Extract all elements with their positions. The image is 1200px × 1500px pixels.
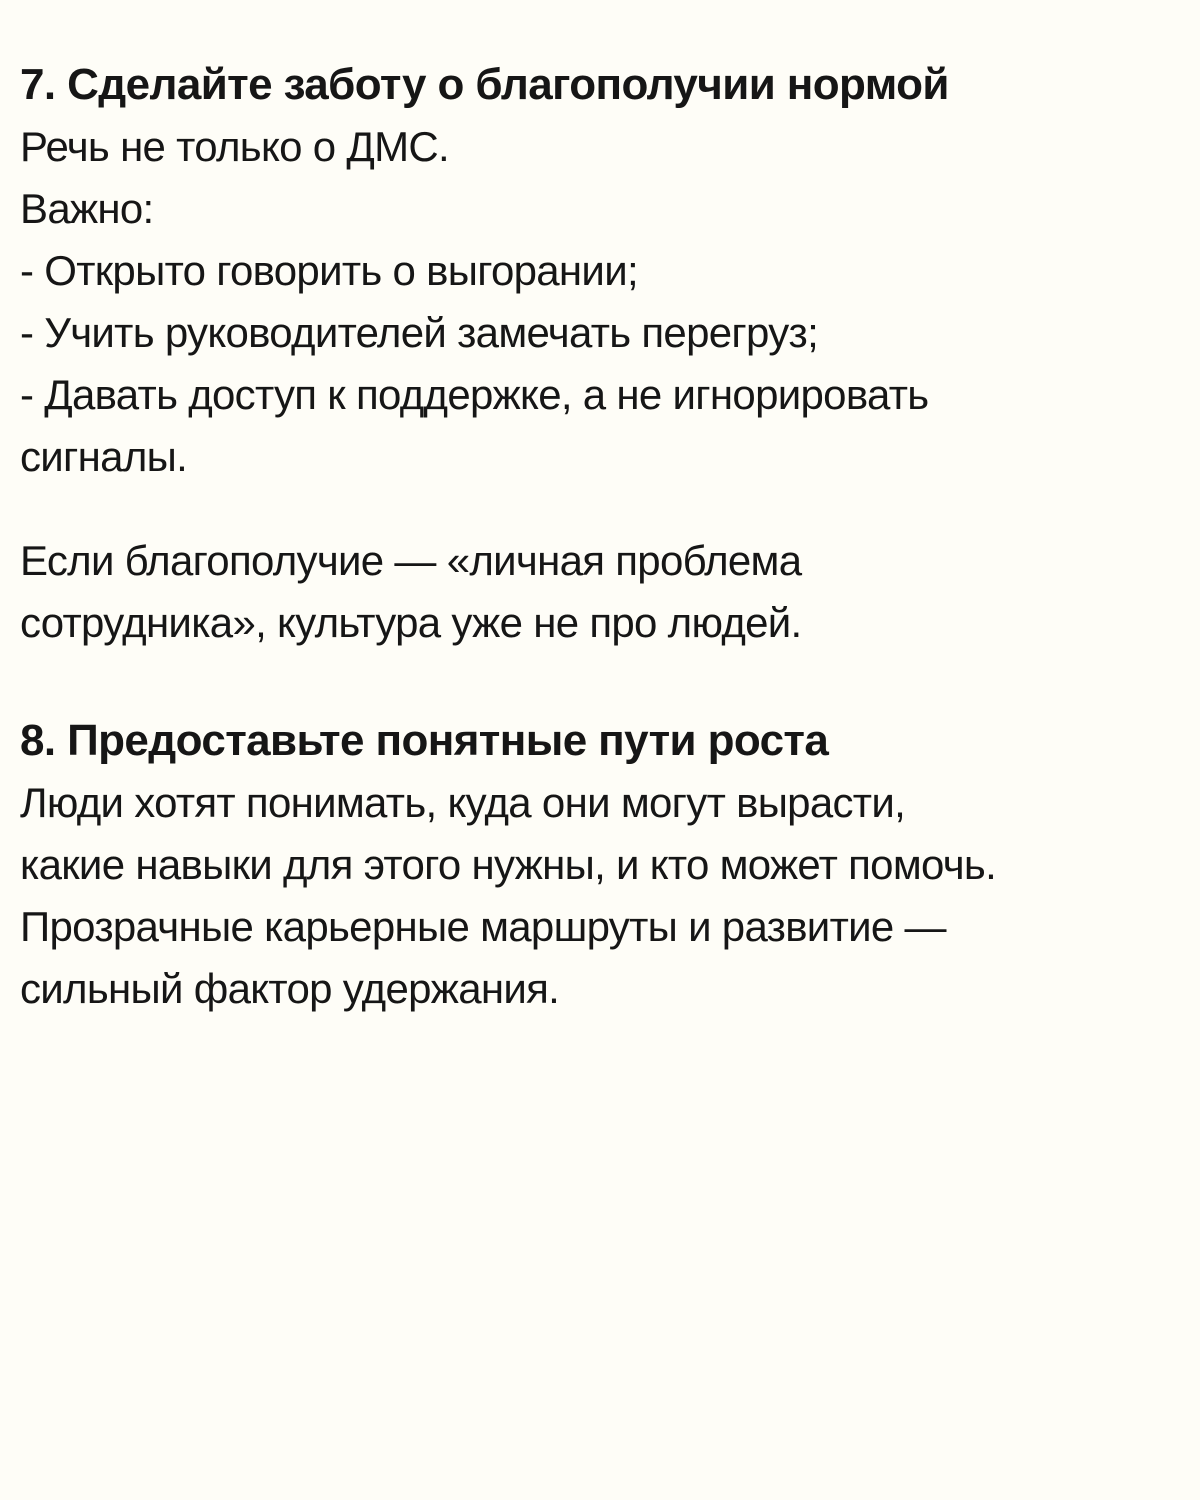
body-line: Люди хотят понимать, куда они могут вырасти, [20, 779, 906, 826]
list-item: - Открыто говорить о выгорании; [20, 247, 638, 294]
section-heading: 7. Сделайте заботу о благополучии нормой [20, 60, 949, 109]
body-line: Речь не только о ДМС. [20, 123, 450, 170]
closing-line: сотрудника», культура уже не про людей. [20, 599, 802, 646]
paragraph-gap [20, 488, 1200, 530]
section-heading: 8. Предоставьте понятные пути роста [20, 716, 829, 765]
section-growth [20, 710, 1200, 1020]
list-item-continuation: сигналы. [20, 433, 188, 480]
body-line: какие навыки для этого нужны, и кто может помочь. [20, 841, 997, 888]
list-item: - Учить руководителей замечать перегруз; [20, 309, 819, 356]
body-line: Прозрачные карьерные маршруты и развитие — [20, 903, 946, 950]
closing-line: Если благополучие — «личная проблема [20, 537, 802, 584]
body-line: Важно: [20, 185, 154, 232]
list-item: - Давать доступ к поддержке, а не игнорировать [20, 371, 929, 418]
section-wellbeing [20, 54, 1200, 654]
body-line: сильный фактор удержания. [20, 965, 560, 1012]
